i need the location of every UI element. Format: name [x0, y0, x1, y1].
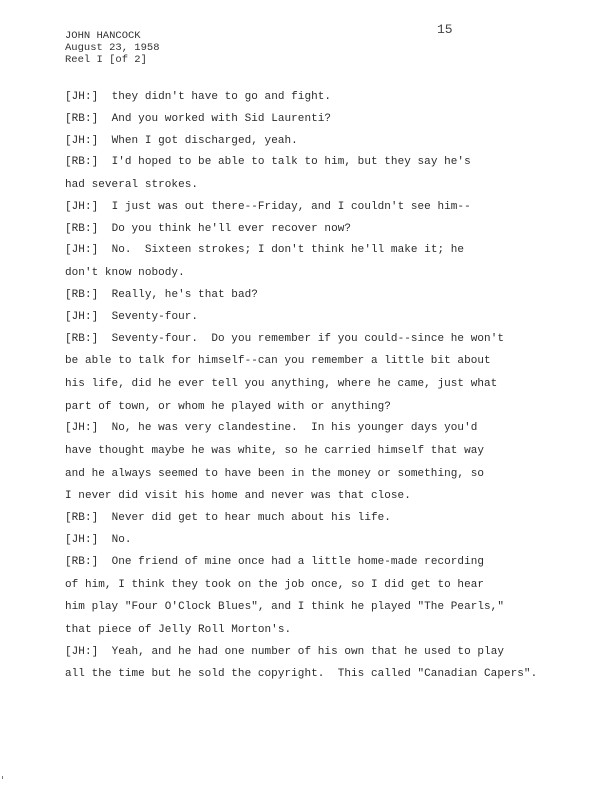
dialogue-turn-line — [65, 423, 585, 434]
interview-date: August 23, 1958 — [65, 42, 160, 54]
dialogue-continuation-line — [65, 491, 585, 502]
dialogue-turn-line — [65, 513, 585, 524]
dialogue-turn-line — [65, 136, 585, 147]
dialogue-continuation-line — [65, 602, 585, 613]
dialogue-text: Really, he's that bad? — [111, 288, 258, 301]
dialogue-text: don't know nobody. — [65, 267, 185, 280]
dialogue-text: No, he was very clandestine. In his younger days you'd — [111, 422, 478, 435]
dialogue-text: Seventy-four. — [111, 310, 199, 323]
dialogue-text: I'd hoped to be able to talk to him, but they say he's — [111, 156, 471, 169]
dialogue-turn-line — [65, 535, 585, 546]
speaker-label: [RB:] — [65, 222, 99, 235]
dialogue-continuation-line — [65, 379, 585, 390]
dialogue-text: had several strokes. — [65, 179, 199, 192]
dialogue-text: One friend of mine once had a little home-made recording — [111, 555, 485, 568]
dialogue-text: him play "Four O'Clock Blues", and I think he played "The Pearls," — [65, 601, 504, 614]
dialogue-turn-line — [65, 114, 585, 125]
speaker-label: [JH:] — [65, 244, 99, 257]
dialogue-text: I never did visit his home and never was that close. — [65, 490, 411, 503]
dialogue-continuation-line — [65, 469, 585, 480]
speaker-label: [RB:] — [65, 512, 99, 525]
dialogue-text: I just was out there--Friday, and I couldn't see him-- — [111, 200, 471, 213]
speaker-label: [JH:] — [65, 310, 99, 323]
dialogue-text: they didn't have to go and fight. — [111, 91, 332, 103]
speaker-label: [RB:] — [65, 288, 99, 301]
speaker-label: [RB:] — [65, 332, 99, 345]
speaker-label: [JH:] — [65, 534, 99, 547]
dialogue-continuation-line — [65, 580, 585, 591]
dialogue-text: his life, did he ever tell you anything, where he came, just what — [65, 377, 498, 390]
dialogue-text: No. Sixteen strokes; I don't think he'll make it; he — [111, 244, 465, 257]
dialogue-text: part of town, or whom he played with or anything? — [65, 400, 391, 413]
document-header — [65, 30, 160, 66]
speaker-label: [RB:] — [65, 112, 99, 125]
dialogue-continuation-line — [65, 402, 585, 413]
dialogue-text: Yeah, and he had one number of his own that he used to play — [111, 645, 504, 658]
dialogue-text: be able to talk for himself--can you remember a little bit about — [65, 355, 491, 368]
speaker-label: [JH:] — [65, 422, 99, 435]
speaker-label: [RB:] — [65, 156, 99, 169]
speaker-label: [JH:] — [65, 134, 99, 147]
dialogue-continuation-line — [65, 180, 585, 191]
dialogue-continuation-line — [65, 625, 585, 636]
reel-label: Reel I [of 2] — [65, 54, 147, 66]
dialogue-turn-line — [65, 224, 585, 235]
page-number: 15 — [437, 22, 453, 37]
margin-mark — [2, 776, 3, 779]
dialogue-text: Seventy-four. Do you remember if you could--since he won't — [111, 332, 504, 345]
dialogue-turn-line — [65, 92, 585, 103]
dialogue-turn-line — [65, 557, 585, 568]
dialogue-turn-line — [65, 245, 585, 256]
dialogue-turn-line — [65, 334, 585, 345]
dialogue-text: that piece of Jelly Roll Morton's. — [65, 623, 292, 636]
dialogue-turn-line — [65, 312, 585, 323]
dialogue-turn-line — [65, 202, 585, 213]
dialogue-turn-line — [65, 647, 585, 658]
dialogue-text: No. — [111, 534, 132, 547]
interviewee-name: JOHN HANCOCK — [65, 30, 141, 42]
dialogue-continuation-line — [65, 268, 585, 279]
speaker-label: [JH:] — [65, 645, 99, 658]
dialogue-text: of him, I think they took on the job once, so I did get to hear — [65, 578, 485, 591]
dialogue-turn-line — [65, 157, 585, 168]
dialogue-text: And you worked with Sid Laurenti? — [111, 112, 332, 125]
dialogue-continuation-line — [65, 669, 585, 680]
dialogue-continuation-line — [65, 356, 585, 367]
speaker-label: [JH:] — [65, 91, 99, 103]
dialogue-text: all the time but he sold the copyright. This called "Canadian Capers". — [65, 668, 538, 681]
speaker-label: [RB:] — [65, 555, 99, 568]
dialogue-text: Never did get to hear much about his life. — [111, 512, 391, 525]
dialogue-turn-line — [65, 290, 585, 301]
speaker-label: [JH:] — [65, 200, 99, 213]
dialogue-text: Do you think he'll ever recover now? — [111, 222, 352, 235]
dialogue-text: When I got discharged, yeah. — [111, 134, 298, 147]
dialogue-continuation-line — [65, 446, 585, 457]
dialogue-text: and he always seemed to have been in the money or something, so — [65, 467, 485, 480]
dialogue-text: have thought maybe he was white, so he carried himself that way — [65, 445, 485, 458]
transcript-body — [65, 92, 585, 680]
